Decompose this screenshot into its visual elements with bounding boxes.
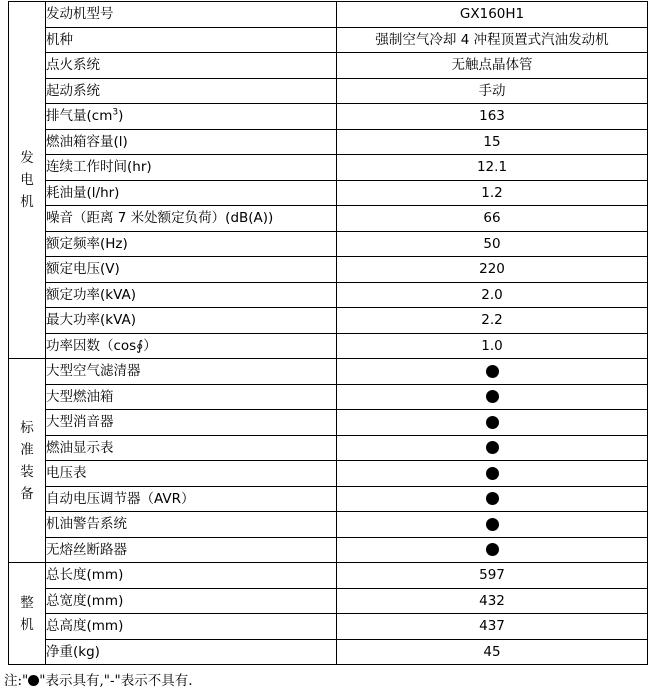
spec-label-text: 噪音（距离 7 米处额定负荷）(dB(A)): [46, 210, 274, 227]
spec-label: [46, 257, 337, 283]
spec-value-text: 432: [479, 592, 505, 609]
table-row: [9, 206, 648, 232]
table-row: [9, 308, 648, 334]
group-header-char: 整: [20, 594, 34, 611]
included-dot-icon: [486, 365, 499, 378]
spec-label: [46, 410, 337, 436]
spec-label: [46, 78, 337, 104]
table-row: [9, 512, 648, 538]
table-row: [9, 435, 648, 461]
spec-value-text: 手动: [478, 82, 506, 99]
group-header: [9, 563, 46, 665]
spec-value: [337, 282, 648, 308]
spec-label-text: 最大功率(kVA): [46, 312, 136, 329]
spec-label: [46, 129, 337, 155]
spec-value-text: 66: [483, 210, 501, 227]
spec-value-text: 2.0: [481, 286, 503, 303]
spec-label: [46, 537, 337, 563]
table-row: [9, 129, 648, 155]
table-row: [9, 461, 648, 487]
group-header-char: 准: [20, 441, 34, 458]
spec-value: [337, 537, 648, 563]
spec-label: [46, 588, 337, 614]
spec-value: [337, 461, 648, 487]
included-dot-icon: [486, 416, 499, 429]
spec-value-text: 50: [483, 235, 501, 252]
spec-value: [337, 512, 648, 538]
included-dot-icon: [486, 543, 499, 556]
table-row: [9, 231, 648, 257]
table-row: [9, 78, 648, 104]
spec-value-text: 45: [483, 643, 501, 660]
note-bullet-icon: [28, 675, 39, 686]
spec-value: [337, 435, 648, 461]
spec-value: [337, 333, 648, 359]
table-row: [9, 104, 648, 130]
spec-value: [337, 180, 648, 206]
spec-label-text: 燃油箱容量(l): [46, 133, 128, 150]
spec-value: [337, 588, 648, 614]
spec-label-text: 总高度(mm): [46, 618, 124, 635]
included-dot-icon: [486, 492, 499, 505]
spec-value-text: 12.1: [476, 159, 508, 176]
table-row: [9, 639, 648, 665]
table-row: [9, 282, 648, 308]
spec-label-text: 连续工作时间(hr): [46, 159, 152, 176]
group-header-char: 机: [20, 616, 34, 633]
spec-value: [337, 410, 648, 436]
spec-label: [46, 206, 337, 232]
spec-value: [337, 257, 648, 283]
included-dot-icon: [486, 467, 499, 480]
table-row: [9, 614, 648, 640]
spec-value: [337, 104, 648, 130]
group-header-char: 发: [20, 150, 34, 166]
table-row: [9, 155, 648, 181]
spec-value-text: 1.0: [481, 337, 503, 354]
spec-label-superscript: 3: [112, 107, 119, 118]
group-header: [9, 2, 46, 359]
spec-value-text: 437: [479, 618, 505, 635]
table-row: [9, 563, 648, 589]
spec-label: [46, 512, 337, 538]
spec-label-text: 耗油量(l/hr): [46, 184, 120, 201]
spec-label-text: 发动机型号: [46, 6, 114, 23]
note-suffix: "表示具有,"-"表示不具有.: [39, 673, 193, 689]
spec-label-text: 大型燃油箱: [46, 388, 114, 405]
spec-label: [46, 282, 337, 308]
spec-label-text: 总长度(mm): [46, 567, 124, 584]
spec-value: [337, 308, 648, 334]
table-row: [9, 27, 648, 53]
spec-label: [46, 155, 337, 181]
table-row: [9, 53, 648, 79]
spec-value: [337, 155, 648, 181]
table-row: [9, 588, 648, 614]
spec-value: [337, 206, 648, 232]
table-row: [9, 257, 648, 283]
table-row: [9, 410, 648, 436]
spec-label: [46, 486, 337, 512]
spec-value: [337, 129, 648, 155]
group-header-char: 标: [20, 419, 34, 436]
specification-table: [8, 1, 648, 665]
spec-value-text: 1.2: [481, 184, 503, 201]
spec-label: [46, 639, 337, 665]
spec-label: [46, 359, 337, 385]
table-row: [9, 2, 648, 28]
spec-value-text: 163: [479, 108, 505, 125]
spec-label-text: 自动电压调节器（AVR）: [46, 490, 195, 507]
spec-label: [46, 333, 337, 359]
spec-value-text: 2.2: [481, 312, 503, 329]
table-row: [9, 333, 648, 359]
spec-value: [337, 78, 648, 104]
spec-label: [46, 384, 337, 410]
spec-value: [337, 563, 648, 589]
spec-label-text: 总宽度(mm): [46, 592, 124, 609]
spec-label-text: 无熔丝断路器: [46, 541, 127, 558]
spec-label-text: 额定频率(Hz): [46, 235, 128, 252]
spec-value: [337, 359, 648, 385]
spec-label-text: 排气量(cm: [46, 108, 113, 125]
table-row: [9, 537, 648, 563]
included-dot-icon: [486, 390, 499, 403]
spec-label: [46, 180, 337, 206]
group-header-char: 机: [20, 194, 34, 210]
spec-label: [46, 2, 337, 28]
spec-label-text: 点火系统: [46, 57, 100, 74]
spec-label: [46, 308, 337, 334]
spec-value-text: 220: [479, 261, 505, 278]
included-dot-icon: [486, 518, 499, 531]
spec-value: [337, 614, 648, 640]
table-row: [9, 359, 648, 385]
spec-label: [46, 461, 337, 487]
spec-value-text: GX160H1: [459, 6, 525, 23]
spec-label: [46, 435, 337, 461]
included-dot-icon: [486, 441, 499, 454]
spec-label: [46, 563, 337, 589]
spec-label-text: 功率因数（cos∮）: [46, 337, 157, 354]
spec-value-text: 强制空气冷却 4 冲程顶置式汽油发动机: [375, 31, 609, 48]
spec-label-text: 机种: [46, 31, 73, 48]
spec-value: [337, 231, 648, 257]
note-prefix: 注:": [4, 673, 29, 689]
spec-label: [46, 614, 337, 640]
spec-value-text: 无触点晶体管: [451, 57, 533, 74]
spec-label: [46, 231, 337, 257]
spec-value-text: 15: [483, 133, 501, 150]
spec-value: [337, 27, 648, 53]
group-header-char: 备: [20, 485, 34, 502]
spec-value: [337, 53, 648, 79]
table-row: [9, 486, 648, 512]
spec-label: [46, 27, 337, 53]
spec-label-text: 额定电压(V): [46, 261, 120, 278]
spec-label: [46, 53, 337, 79]
spec-label-suffix: ): [118, 108, 124, 125]
spec-label-text: 大型消音器: [46, 414, 114, 431]
spec-label-text: 净重(kg): [46, 643, 100, 660]
spec-label-text: 燃油显示表: [46, 439, 114, 456]
spec-label: [46, 104, 337, 130]
table-row: [9, 384, 648, 410]
spec-value: [337, 384, 648, 410]
group-header-char: 装: [20, 463, 34, 480]
spec-label-text: 机油警告系统: [46, 516, 127, 533]
table-row: [9, 180, 648, 206]
spec-value: [337, 639, 648, 665]
group-header-char: 电: [20, 172, 34, 188]
spec-label-text: 大型空气滤清器: [46, 363, 141, 380]
spec-label-text: 起动系统: [46, 82, 100, 99]
spec-label-text: 电压表: [46, 465, 87, 482]
spec-label-text: 额定功率(kVA): [46, 286, 136, 303]
table-note: [4, 669, 193, 689]
group-header: [9, 359, 46, 563]
spec-value: [337, 2, 648, 28]
spec-value-text: 597: [479, 567, 505, 584]
spec-value: [337, 486, 648, 512]
